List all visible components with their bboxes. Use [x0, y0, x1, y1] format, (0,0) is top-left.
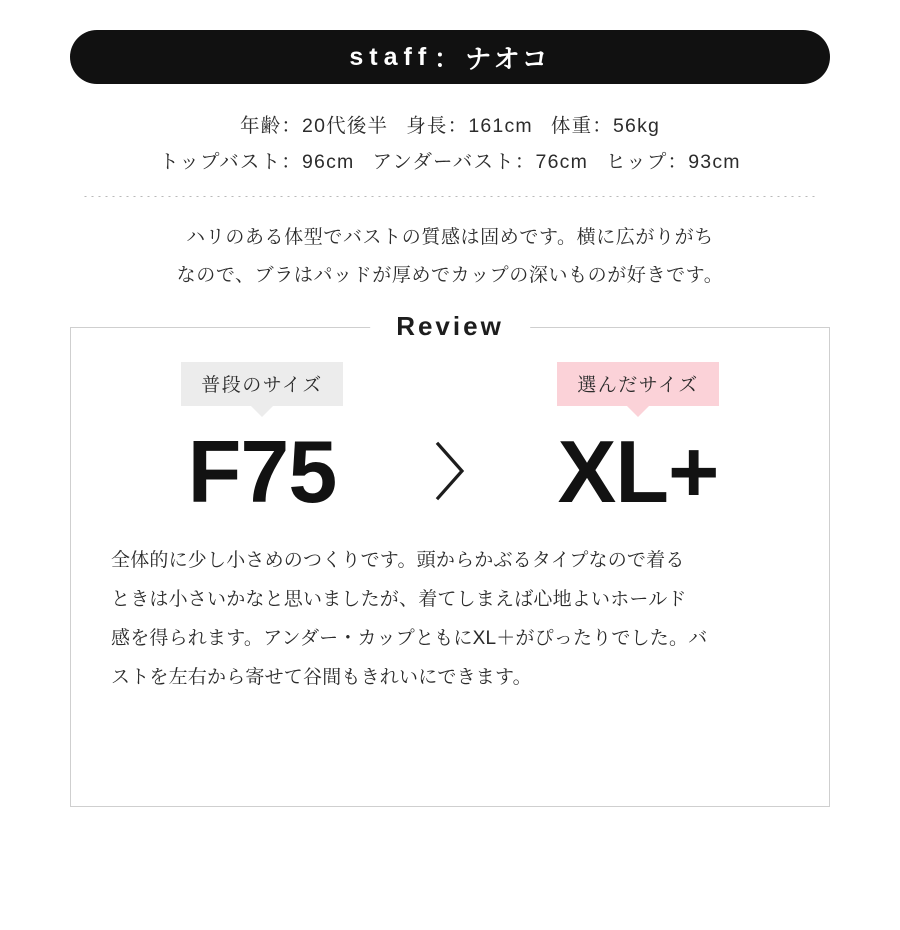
profile-weight: 体重：56kg	[550, 115, 661, 137]
review-body-line-2: ときは小さいかなと思いましたが、着てしまえば心地よいホールド	[111, 589, 687, 611]
usual-size-column	[117, 362, 407, 522]
review-body-line-3: 感を得られます。アンダー・カップともにXL＋がぴったりでした。バ	[111, 628, 708, 649]
profile-height: 身長：161cm	[406, 115, 533, 137]
review-body	[111, 542, 789, 698]
staff-separator: ：	[434, 45, 460, 73]
profile-under-bust: アンダーバスト：76cm	[372, 151, 589, 174]
profile-comment-line-2: なので、ブラはパッドが厚めでカップの深いものが好きです。	[176, 265, 724, 287]
chosen-size-value: XL+	[557, 422, 719, 522]
chosen-size-column	[493, 362, 783, 522]
usual-size-value: F75	[187, 422, 337, 522]
review-box	[70, 311, 830, 807]
profile-age: 年齢：20代後半	[239, 115, 389, 137]
review-title: Review	[370, 311, 530, 342]
profile-stats	[70, 108, 830, 180]
size-comparison	[71, 362, 829, 522]
dotted-divider	[82, 196, 818, 197]
profile-comment	[70, 219, 830, 295]
review-body-line-1: 全体的に少し小さめのつくりです。頭からかぶるタイプなので着る	[111, 550, 685, 572]
profile-stats-line-2	[70, 144, 830, 180]
profile-top-bust: トップバスト：96cm	[159, 151, 355, 174]
profile-hip: ヒップ：93cm	[606, 151, 741, 174]
review-body-line-4: ストを左右から寄せて谷間もきれいにできます。	[111, 666, 532, 688]
review-page	[0, 30, 900, 930]
staff-header	[70, 30, 830, 84]
chosen-size-tag: 選んだサイズ	[557, 362, 718, 406]
staff-name: ナオコ	[465, 43, 551, 74]
profile-comment-line-1: ハリのある体型でバストの質感は固めです。横に広がりがち	[186, 227, 714, 249]
usual-size-tag: 普段のサイズ	[181, 362, 342, 406]
chevron-right-icon	[407, 362, 493, 502]
profile-stats-line-1	[70, 108, 830, 144]
staff-label: staff	[349, 42, 433, 71]
